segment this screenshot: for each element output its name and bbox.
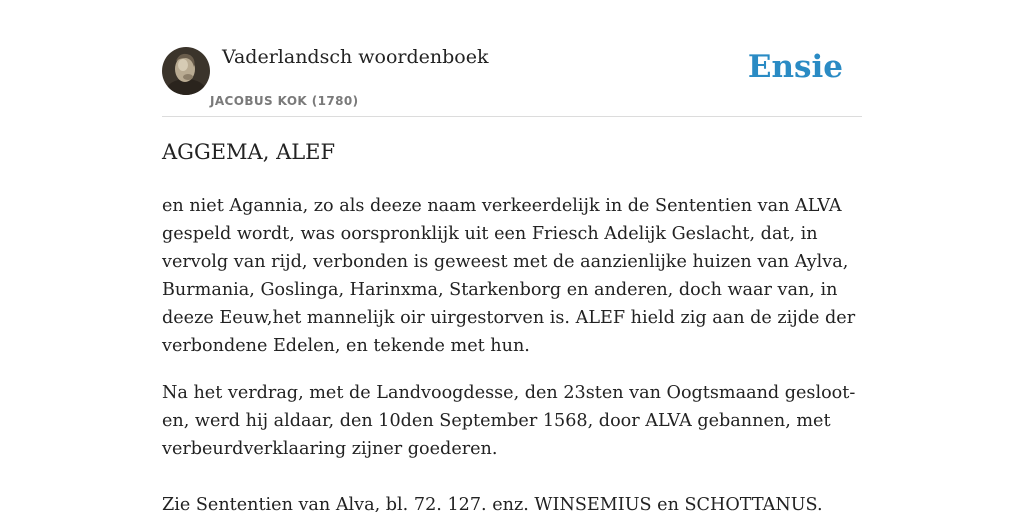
portrait-image <box>162 47 210 95</box>
author-name[interactable]: JACOBUS KOK (1780) <box>210 94 359 108</box>
book-title[interactable]: Vaderlandsch woordenboek <box>222 46 489 68</box>
entry-title: AGGEMA, ALEF <box>162 140 336 164</box>
entry-reference: Zie Sententien van Alva, bl. 72. 127. enz. WINSEMIUS en SCHOTTANUS. <box>162 495 823 512</box>
entry-body <box>162 192 862 512</box>
page-header <box>162 44 862 117</box>
brand-logo[interactable]: Ensie <box>747 49 843 85</box>
entry-paragraph: en niet Agannia, zo als deeze naam verkeerdelijk in de Sententien van ALVA gespeld wordt, was oorspronklijk uit een Friesch Adelijk Geslacht, dat, in vervolg van rijd, verbonden is geweest met de aanzienlijke huizen van Aylva, Burmania, Goslinga, Harinxma, Starkenborg en anderen, doch waar van, in deeze Eeuw,het mannelijk oir uirgestorven is. ALEF hield zig aan de zijde der verbondene Edelen, en tekende met hun. <box>162 196 856 356</box>
author-avatar[interactable] <box>162 47 210 95</box>
entry-paragraph: Na het verdrag, met de Landvoogdesse, den 23sten van Oogtsmaand geslooten, werd hij aldaar, den 10den September 1568, door ALVA gebannen, met verbeurdverklaaring zijner goederen. <box>162 383 856 459</box>
